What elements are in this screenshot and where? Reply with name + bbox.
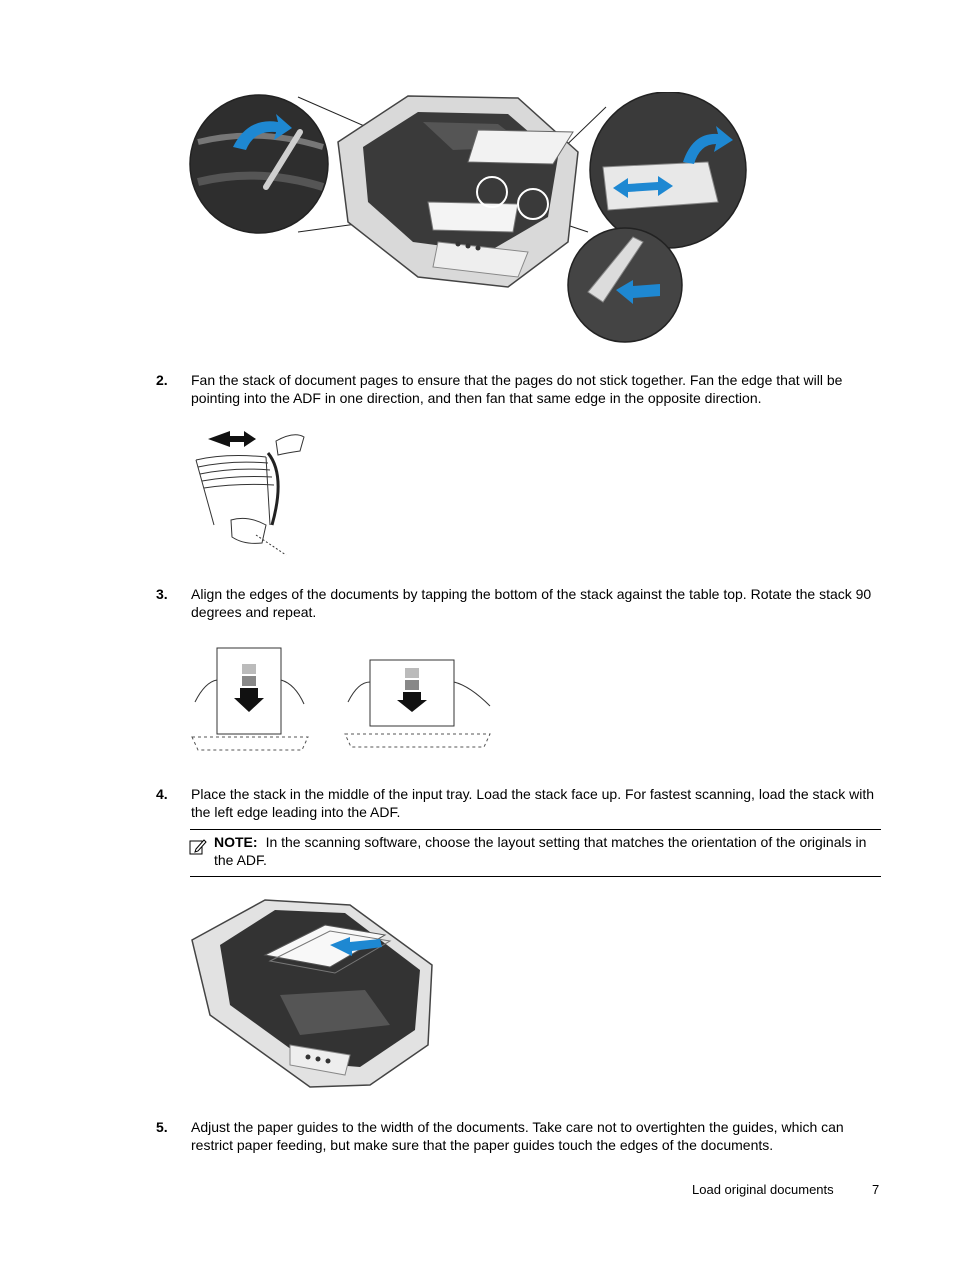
fan-pages-figure	[186, 425, 311, 560]
step-number: 5.	[156, 1119, 168, 1135]
scanner-extender-figure	[188, 92, 748, 347]
step-text: Align the edges of the documents by tapping the bottom of the stack against the table top. Rotate the stack 90 degrees and repeat.	[191, 586, 872, 620]
note-label: NOTE:	[214, 834, 258, 850]
step-4	[156, 786, 884, 822]
tap-stack-figure	[190, 642, 495, 757]
step-text: Place the stack in the middle of the input tray. Load the stack face up. For fastest scanning, load the stack with the left edge leading into the ADF.	[191, 786, 875, 820]
footer-section-title: Load original documents	[692, 1182, 834, 1197]
step-5	[156, 1119, 884, 1155]
note-pencil-icon	[189, 838, 207, 856]
footer-page-number: 7	[872, 1182, 880, 1197]
load-adf-figure	[190, 895, 435, 1090]
step-3	[156, 586, 884, 622]
step-number: 2.	[156, 372, 168, 388]
note-text-block	[214, 834, 879, 869]
step-text: Adjust the paper guides to the width of the documents. Take care not to overtighten the guides, which can restrict paper feeding, but make sure that the paper guides touch the edges of the documents.	[191, 1119, 844, 1153]
step-number: 4.	[156, 786, 168, 802]
note-text: In the scanning software, choose the layout setting that matches the orientation of the originals in the ADF.	[214, 834, 867, 868]
step-number: 3.	[156, 586, 168, 602]
note-box	[190, 829, 881, 877]
step-2	[156, 372, 884, 408]
step-text: Fan the stack of document pages to ensure that the pages do not stick together. Fan the edge that will be pointing into the ADF in one direction, and then fan that same edge in the opposite direction.	[191, 372, 843, 406]
